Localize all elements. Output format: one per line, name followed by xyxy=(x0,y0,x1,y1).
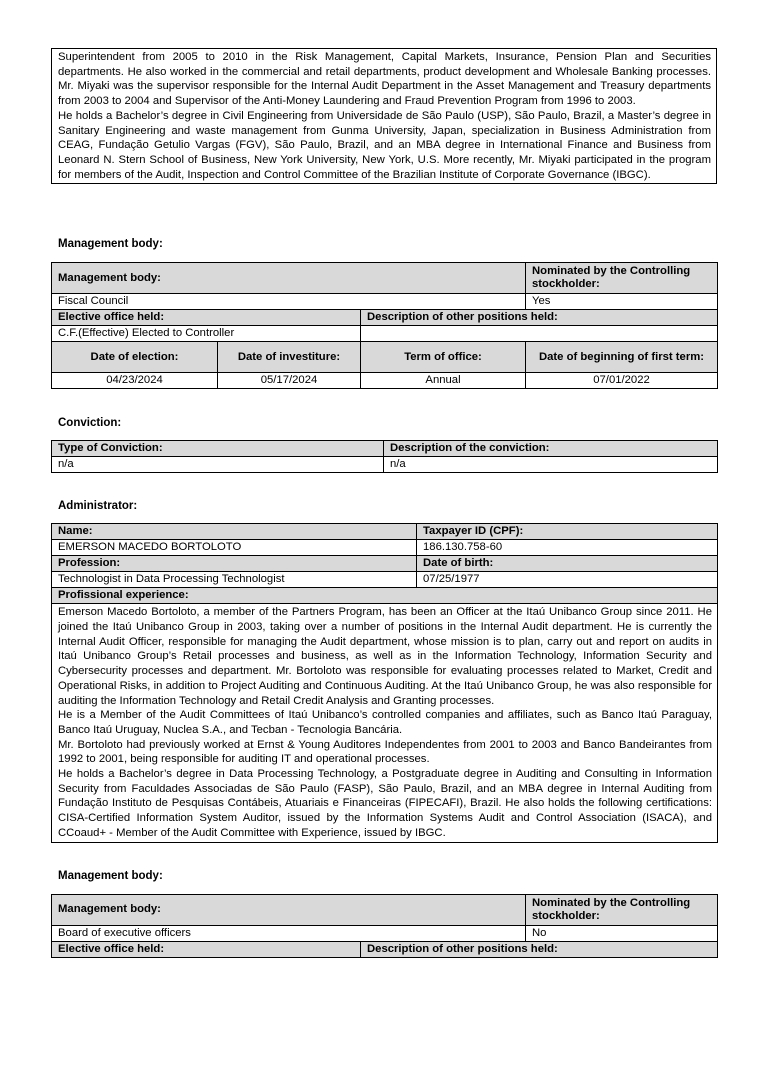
value-professional-experience xyxy=(52,604,718,842)
section-title-administrator: Administrator: xyxy=(58,500,138,513)
biography-box xyxy=(51,48,717,184)
management-body-table xyxy=(51,262,718,389)
header-management-body: Management body: xyxy=(52,894,526,925)
experience-paragraph: He is a Member of the Audit Committees of Itaú Unibanco’s controlled companies and affiliates, such as Banco Itaú Paraguay, Banco Itaú Uruguay, Nuclea S.A., and Tecban - Tecnologia Bancária. xyxy=(58,709,712,736)
value-other-positions xyxy=(361,326,718,342)
value-description-of-conviction: n/a xyxy=(384,457,718,473)
value-nominated: Yes xyxy=(526,294,718,310)
value-type-of-conviction: n/a xyxy=(52,457,384,473)
header-date-of-election: Date of election: xyxy=(52,342,218,373)
header-nominated: Nominated by the Controlling stockholder: xyxy=(526,263,718,294)
value-date-of-investiture: 05/17/2024 xyxy=(218,373,361,389)
value-management-body: Board of executive officers xyxy=(52,925,526,941)
header-professional-experience: Profissional experience: xyxy=(52,588,718,604)
biography-paragraph: He holds a Bachelor’s degree in Civil Engineering from Universidade de São Paulo (USP), São Paulo, Brazil, a Master’s degree in Sanitary Engineering and waste management from Gunma University, Japan, specialization in Business Administration from CEAG, Fundação Getulio Vargas (FGV), São Paulo, Brazil, and an MBA degree in International Finance and Business from Leonard N. Stern School of Business, New York University, New York, U.S. More recently, Mr. Miyaki participated in the program for members of the Audit, Inspection and Control Committee of the Brazilian Institute of Corporate Governance (IBGC). xyxy=(58,109,711,181)
value-nominated: No xyxy=(526,925,718,941)
value-date-of-birth: 07/25/1977 xyxy=(417,572,718,588)
header-date-of-birth: Date of birth: xyxy=(417,556,718,572)
document-page xyxy=(51,48,717,958)
header-cpf: Taxpayer ID (CPF): xyxy=(417,524,718,540)
header-elective-office: Elective office held: xyxy=(52,310,361,326)
value-elective-office: C.F.(Effective) Elected to Controller xyxy=(52,326,361,342)
header-first-term-date: Date of beginning of first term: xyxy=(526,342,718,373)
administrator-table xyxy=(51,523,718,842)
experience-paragraph: Mr. Bortoloto had previously worked at Ernst & Young Auditores Independentes from 2001 to 2003 and Banco Bandeirantes from 1992 to 2001, being responsible for auditing IT and operational processes. xyxy=(58,738,712,766)
value-profession: Technologist in Data Processing Technologist xyxy=(52,572,417,588)
header-name: Name: xyxy=(52,524,417,540)
value-name: EMERSON MACEDO BORTOLOTO xyxy=(52,540,417,556)
header-elective-office: Elective office held: xyxy=(52,941,361,957)
header-management-body: Management body: xyxy=(52,263,526,294)
header-profession: Profession: xyxy=(52,556,417,572)
management-body-table-2 xyxy=(51,894,718,958)
value-management-body: Fiscal Council xyxy=(52,294,526,310)
conviction-table xyxy=(51,440,718,473)
header-date-of-investiture: Date of investiture: xyxy=(218,342,361,373)
header-nominated: Nominated by the Controlling stockholder: xyxy=(526,894,718,925)
header-term-of-office: Term of office: xyxy=(361,342,526,373)
value-cpf: 186.130.758-60 xyxy=(417,540,718,556)
header-other-positions: Description of other positions held: xyxy=(361,310,718,326)
biography-paragraph: Superintendent from 2005 to 2010 in the Risk Management, Capital Markets, Insurance, Pension Plan and Securities departments. He also worked in the commercial and retail departments, product development and Wholesale Banking processes. Mr. Miyaki was the supervisor responsible for the Internal Audit Department in the Asset Management and Treasury departments from 2003 to 2004 and Supervisor of the Anti-Money Laundering and Fraud Prevention Program from 1996 to 2003. xyxy=(58,51,711,108)
section-title-conviction: Conviction: xyxy=(58,417,122,430)
value-term-of-office: Annual xyxy=(361,373,526,389)
value-first-term-date: 07/01/2022 xyxy=(526,373,718,389)
section-title-management-body: Management body: xyxy=(58,238,163,251)
header-description-of-conviction: Description of the conviction: xyxy=(384,441,718,457)
header-type-of-conviction: Type of Conviction: xyxy=(52,441,384,457)
value-date-of-election: 04/23/2024 xyxy=(52,373,218,389)
header-other-positions: Description of other positions held: xyxy=(361,941,718,957)
experience-paragraph: Emerson Macedo Bortoloto, a member of the Partners Program, has been an Officer at the Itaú Unibanco Group since 2011. He joined the Itaú Unibanco Group in 2003, taking over a number of positions in the Internal Audit department. He is currently the Internal Audit Officer, responsible for managing the Audit department, whose mission is to plan, carry out and report on audits in Itaú Unibanco Group’s Retail processes and business, as well as in the Information Technology, Information Security and Cybersecurity processes and department. Mr. Bortoloto was responsible for evaluating processes related to Market, Credit and Operational Risks, in addition to Project Auditing and Continuous Auditing. At the Itaú Unibanco Group, he was also responsible for auditing the Information Technology and Retail Credit Analysis and Granting processes. xyxy=(58,606,712,707)
experience-paragraph: He holds a Bachelor’s degree in Data Processing Technology, a Postgraduate degree in Auditing and Consulting in Information Security from Faculdades Associadas de São Paulo (FASP), São Paulo, Brazil, and an MBA degree in Internal Auditing from Fundação Instituto de Pesquisas Contábeis, Atuariais e Financeiras (FIPECAFI), Brazil. He also holds the following certifications: CISA-Certified Information System Auditor, issued by the Information Systems Audit and Control Association (ISACA), and CCoaud+ - Member of the Audit Committee with Experience, issued by IBGC. xyxy=(58,768,712,839)
section-title-management-body-2: Management body: xyxy=(58,869,163,882)
